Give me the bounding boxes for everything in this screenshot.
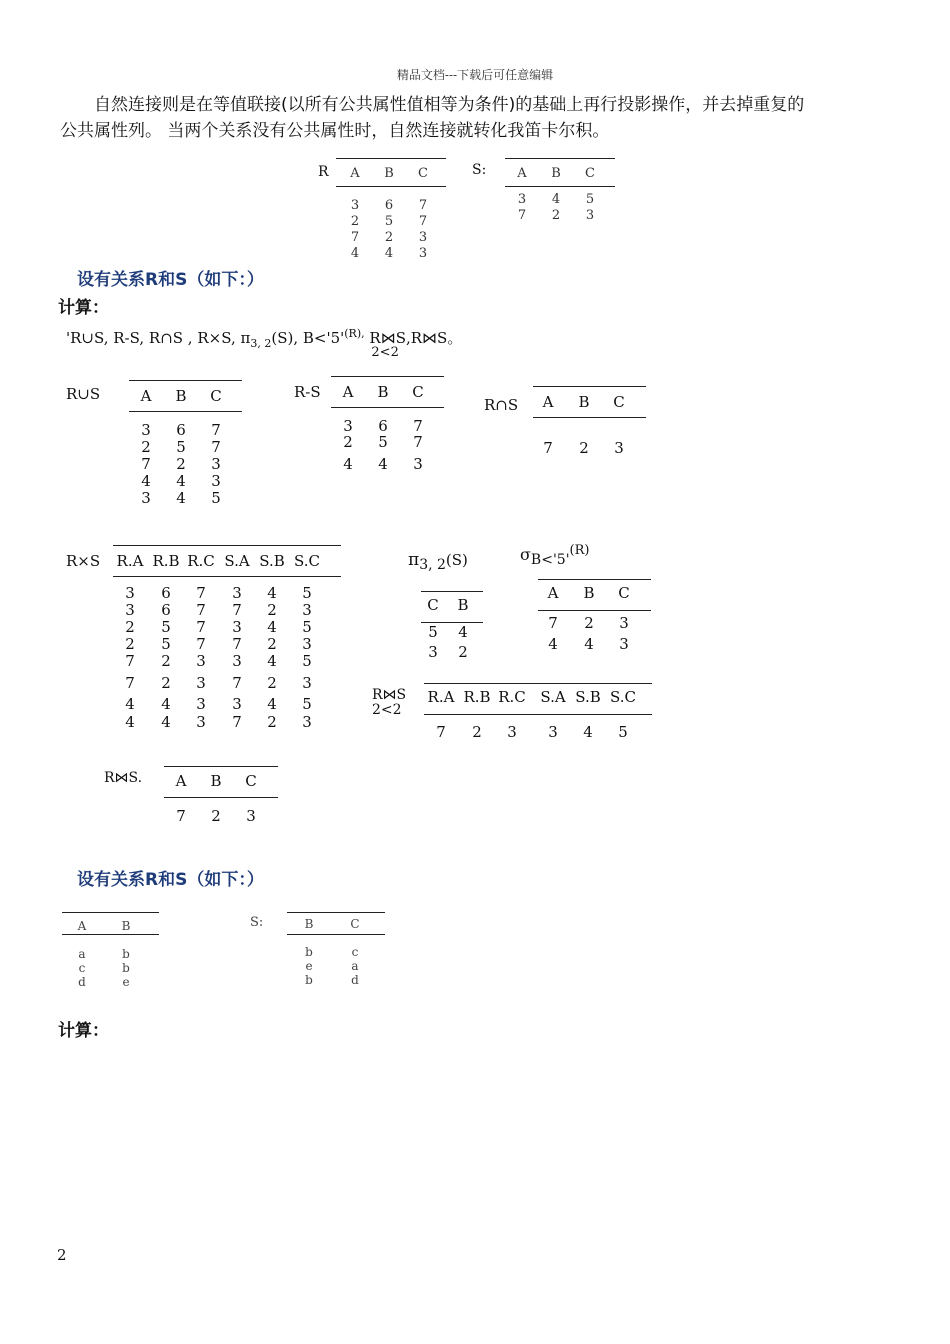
table-cell: 3 xyxy=(232,652,242,670)
table-cell: 2 xyxy=(579,439,589,457)
table-cell: 6 xyxy=(161,601,171,619)
table-cell: 5 xyxy=(618,723,628,741)
table-cell: 2 xyxy=(211,807,221,825)
table-cell: 7 xyxy=(196,618,206,636)
column-header: C xyxy=(613,393,625,411)
projection-sub: 3, 2 xyxy=(419,557,446,573)
table-cell: 4 xyxy=(125,713,135,731)
table-cell: 4 xyxy=(267,618,277,636)
table-cell: 3 xyxy=(302,713,312,731)
table-cell: 4 xyxy=(141,472,151,490)
column-header: C xyxy=(412,383,424,401)
table-cell: 4 xyxy=(583,723,593,741)
table-cell: 4 xyxy=(384,246,394,261)
table-cell: 3 xyxy=(196,713,206,731)
table-cell: 7 xyxy=(196,635,206,653)
ops-join-sub: 2<2 xyxy=(371,345,399,360)
table-cell: 3 xyxy=(196,652,206,670)
table-cell: 3 xyxy=(141,421,151,439)
table-rule xyxy=(164,797,278,798)
column-header: C xyxy=(210,387,222,405)
table-rule xyxy=(336,158,446,159)
column-header: B xyxy=(377,383,389,401)
projection-table xyxy=(421,591,483,666)
table-cell: 4 xyxy=(176,489,186,507)
table-cell: 3 xyxy=(413,455,423,473)
table-cell: 5 xyxy=(384,214,394,229)
projection-label xyxy=(408,550,468,573)
table-cell: 2 xyxy=(551,208,561,223)
table-cell: 4 xyxy=(176,472,186,490)
table-cell: 7 xyxy=(196,584,206,602)
table-cell: a xyxy=(351,959,359,973)
table-cell: 2 xyxy=(141,438,151,456)
column-header: B xyxy=(583,584,595,602)
selection-sigma: σ xyxy=(520,545,531,564)
table-cell: 2 xyxy=(472,723,482,741)
table-rule xyxy=(424,714,652,715)
column-header: B xyxy=(384,166,394,181)
table-cell: 3 xyxy=(141,489,151,507)
column-header: R.A xyxy=(116,552,144,570)
product-label: R×S xyxy=(66,552,101,570)
table-cell: 2 xyxy=(161,652,171,670)
table-cell: 7 xyxy=(350,230,360,245)
theta-join-label xyxy=(372,688,406,718)
ops-sigma-sup: (R), xyxy=(344,327,365,340)
table-cell: 7 xyxy=(418,198,428,213)
column-header: B xyxy=(210,772,222,790)
table-cell: 2 xyxy=(267,713,277,731)
table-rule xyxy=(129,411,242,412)
diff-table xyxy=(331,376,444,476)
table-cell: 2 xyxy=(125,635,135,653)
table-cell: 3 xyxy=(619,614,629,632)
table-cell: b xyxy=(305,945,313,959)
theta-join-label-sub: 2<2 xyxy=(372,702,402,718)
table-cell: 2 xyxy=(343,433,353,451)
table-cell: 4 xyxy=(584,635,594,653)
projection-pi: π xyxy=(408,550,420,570)
table-cell: a xyxy=(78,947,86,961)
column-header: C xyxy=(427,596,439,614)
table-cell: 4 xyxy=(458,623,468,641)
section2-s-table xyxy=(287,912,385,990)
table-cell: 2 xyxy=(176,455,186,473)
column-header: B xyxy=(121,919,131,933)
column-header: A xyxy=(175,772,187,790)
table-cell: b xyxy=(122,947,130,961)
table-cell: 7 xyxy=(125,652,135,670)
intro-paragraph xyxy=(60,92,910,144)
table-cell: c xyxy=(351,945,359,959)
table-cell: 3 xyxy=(211,455,221,473)
table-cell: 3 xyxy=(302,635,312,653)
inter-table xyxy=(533,386,646,466)
table-rule xyxy=(505,158,615,159)
table-rule xyxy=(505,186,615,187)
column-header: A xyxy=(542,393,554,411)
column-header: B xyxy=(551,166,561,181)
example-r-label: R xyxy=(318,164,329,180)
table-cell: b xyxy=(122,961,130,975)
table-cell: 7 xyxy=(211,438,221,456)
column-header: S.B xyxy=(259,552,285,570)
table-cell: 2 xyxy=(584,614,594,632)
table-cell: 3 xyxy=(211,472,221,490)
page-header: 精品文档---下载后可任意编辑 xyxy=(396,68,554,82)
table-cell: 6 xyxy=(384,198,394,213)
table-cell: 7 xyxy=(436,723,446,741)
column-header: R.B xyxy=(463,688,491,706)
table-cell: 4 xyxy=(378,455,388,473)
table-cell: 5 xyxy=(585,192,595,207)
table-cell: 3 xyxy=(196,695,206,713)
section1-heading: 设有关系R和S（如下：） xyxy=(77,270,264,290)
selection-tail: (R) xyxy=(569,543,590,558)
table-cell: 7 xyxy=(232,674,242,692)
table-cell: 3 xyxy=(614,439,624,457)
table-cell: 3 xyxy=(350,198,360,213)
union-table xyxy=(129,380,242,510)
table-cell: 2 xyxy=(267,674,277,692)
inter-label: R∩S xyxy=(484,396,519,414)
table-cell: 6 xyxy=(378,417,388,435)
table-cell: 5 xyxy=(378,433,388,451)
table-cell: 7 xyxy=(232,713,242,731)
table-cell: 7 xyxy=(413,417,423,435)
table-cell: 2 xyxy=(267,601,277,619)
column-header: R.C xyxy=(498,688,526,706)
column-header: B xyxy=(175,387,187,405)
column-header: A xyxy=(517,166,527,181)
column-header: A xyxy=(342,383,354,401)
table-rule xyxy=(62,934,159,935)
column-header: B xyxy=(304,917,314,931)
table-cell: c xyxy=(78,961,86,975)
table-cell: 3 xyxy=(517,192,527,207)
column-header: S.C xyxy=(610,688,636,706)
table-cell: 3 xyxy=(343,417,353,435)
table-cell: 4 xyxy=(267,695,277,713)
table-cell: 3 xyxy=(548,723,558,741)
table-rule xyxy=(331,376,444,377)
table-cell: 3 xyxy=(232,618,242,636)
table-cell: 5 xyxy=(302,652,312,670)
table-cell: 7 xyxy=(418,214,428,229)
table-cell: 2 xyxy=(384,230,394,245)
diff-label: R-S xyxy=(294,383,321,401)
ops-join: R⋈S xyxy=(369,329,406,347)
column-header: R.B xyxy=(152,552,180,570)
table-cell: 5 xyxy=(176,438,186,456)
column-header: B xyxy=(457,596,469,614)
table-rule xyxy=(287,912,385,913)
section2-calc-label: 计算： xyxy=(58,1021,109,1041)
intro-line-2: 公共属性列。 当两个关系没有公共属性时，自然连接就转化我笛卡尔积。 xyxy=(60,121,610,141)
table-rule xyxy=(331,407,444,408)
column-header: A xyxy=(547,584,559,602)
column-header: B xyxy=(578,393,590,411)
table-cell: 3 xyxy=(418,230,428,245)
column-header: S.B xyxy=(575,688,601,706)
table-cell: 3 xyxy=(125,584,135,602)
table-cell: 4 xyxy=(161,713,171,731)
column-header: A xyxy=(140,387,152,405)
table-cell: 7 xyxy=(543,439,553,457)
table-cell: 3 xyxy=(232,695,242,713)
column-header: C xyxy=(245,772,257,790)
column-header: C xyxy=(350,917,360,931)
section2-heading: 设有关系R和S（如下：） xyxy=(77,870,264,890)
table-cell: 3 xyxy=(125,601,135,619)
column-header: A xyxy=(77,919,87,933)
table-cell: 4 xyxy=(551,192,561,207)
example-r-table xyxy=(336,158,446,262)
column-header: C xyxy=(618,584,630,602)
table-rule xyxy=(113,545,341,546)
page-number: 2 xyxy=(57,1246,67,1264)
table-rule xyxy=(164,766,278,767)
table-cell: 3 xyxy=(232,584,242,602)
table-cell: b xyxy=(305,973,313,987)
table-rule xyxy=(336,186,446,187)
natural-join-label: R⋈S. xyxy=(104,770,143,786)
table-cell: 7 xyxy=(141,455,151,473)
table-cell: d xyxy=(351,973,359,987)
union-label: R∪S xyxy=(66,385,101,403)
table-cell: 7 xyxy=(125,674,135,692)
theta-join-label-main: R⋈S xyxy=(372,687,407,703)
table-cell: 3 xyxy=(302,674,312,692)
selection-label xyxy=(520,543,589,568)
table-rule xyxy=(538,579,651,580)
table-cell: 2 xyxy=(267,635,277,653)
table-rule xyxy=(533,417,646,418)
table-cell: 3 xyxy=(196,674,206,692)
table-cell: 3 xyxy=(302,601,312,619)
table-cell: 7 xyxy=(232,601,242,619)
table-cell: 6 xyxy=(161,584,171,602)
column-header: C xyxy=(418,166,428,181)
column-header: S.C xyxy=(294,552,320,570)
ops-after-pi: (S), B<'5' xyxy=(271,329,345,347)
table-cell: d xyxy=(78,975,86,989)
table-cell: 7 xyxy=(548,614,558,632)
section2-r-table xyxy=(62,912,159,990)
table-cell: 6 xyxy=(176,421,186,439)
theta-join-table xyxy=(424,683,652,743)
table-cell: 5 xyxy=(302,695,312,713)
column-header: R.A xyxy=(427,688,455,706)
table-cell: 5 xyxy=(302,618,312,636)
table-cell: 4 xyxy=(125,695,135,713)
natural-join-table xyxy=(164,766,278,828)
table-rule xyxy=(424,683,652,684)
example-s-label: S: xyxy=(472,162,487,178)
table-cell: 7 xyxy=(232,635,242,653)
ops-pi-sub: 3, 2 xyxy=(250,337,272,350)
table-cell: 5 xyxy=(161,618,171,636)
ops-text: 'R∪S, R-S, R∩S , R×S, π xyxy=(66,329,251,347)
table-cell: 2 xyxy=(125,618,135,636)
table-cell: 4 xyxy=(267,584,277,602)
table-cell: 5 xyxy=(302,584,312,602)
table-cell: 2 xyxy=(350,214,360,229)
column-header: S.A xyxy=(224,552,250,570)
table-cell: 7 xyxy=(413,433,423,451)
table-rule xyxy=(62,912,159,913)
table-rule xyxy=(533,386,646,387)
section1-calc-label: 计算： xyxy=(58,298,109,318)
table-cell: 7 xyxy=(196,601,206,619)
selection-table xyxy=(538,579,651,654)
table-cell: 3 xyxy=(507,723,517,741)
table-cell: 3 xyxy=(246,807,256,825)
product-table xyxy=(113,545,341,735)
table-cell: 2 xyxy=(161,674,171,692)
table-cell: 4 xyxy=(343,455,353,473)
table-cell: 3 xyxy=(418,246,428,261)
table-cell: 5 xyxy=(211,489,221,507)
table-cell: 2 xyxy=(458,643,468,661)
table-rule xyxy=(421,591,483,592)
table-cell: e xyxy=(122,975,130,989)
table-cell: 7 xyxy=(211,421,221,439)
column-header: C xyxy=(585,166,595,181)
table-rule xyxy=(287,934,385,935)
projection-tail: (S) xyxy=(445,551,468,569)
table-cell: e xyxy=(305,959,313,973)
table-cell: 3 xyxy=(619,635,629,653)
column-header: S.A xyxy=(540,688,566,706)
table-cell: 5 xyxy=(428,623,438,641)
intro-line-1: 自然连接则是在等值联接(以所有公共属性值相等为条件)的基础上再行投影操作，并去掉重复的 xyxy=(94,95,805,115)
section2-s-label: S: xyxy=(250,915,264,930)
table-rule xyxy=(129,380,242,381)
table-cell: 7 xyxy=(176,807,186,825)
table-cell: 4 xyxy=(267,652,277,670)
selection-sub: B<'5' xyxy=(530,552,570,568)
table-cell: 5 xyxy=(161,635,171,653)
example-s-table xyxy=(505,158,615,228)
table-cell: 4 xyxy=(350,246,360,261)
table-cell: 7 xyxy=(517,208,527,223)
column-header: R.C xyxy=(187,552,215,570)
table-rule xyxy=(113,576,341,577)
table-cell: 4 xyxy=(548,635,558,653)
table-cell: 4 xyxy=(161,695,171,713)
table-cell: 3 xyxy=(585,208,595,223)
column-header: A xyxy=(350,166,360,181)
operations-expression xyxy=(66,327,463,360)
table-cell: 3 xyxy=(428,643,438,661)
ops-tail: ,R⋈S。 xyxy=(405,329,463,347)
table-rule xyxy=(538,610,651,611)
